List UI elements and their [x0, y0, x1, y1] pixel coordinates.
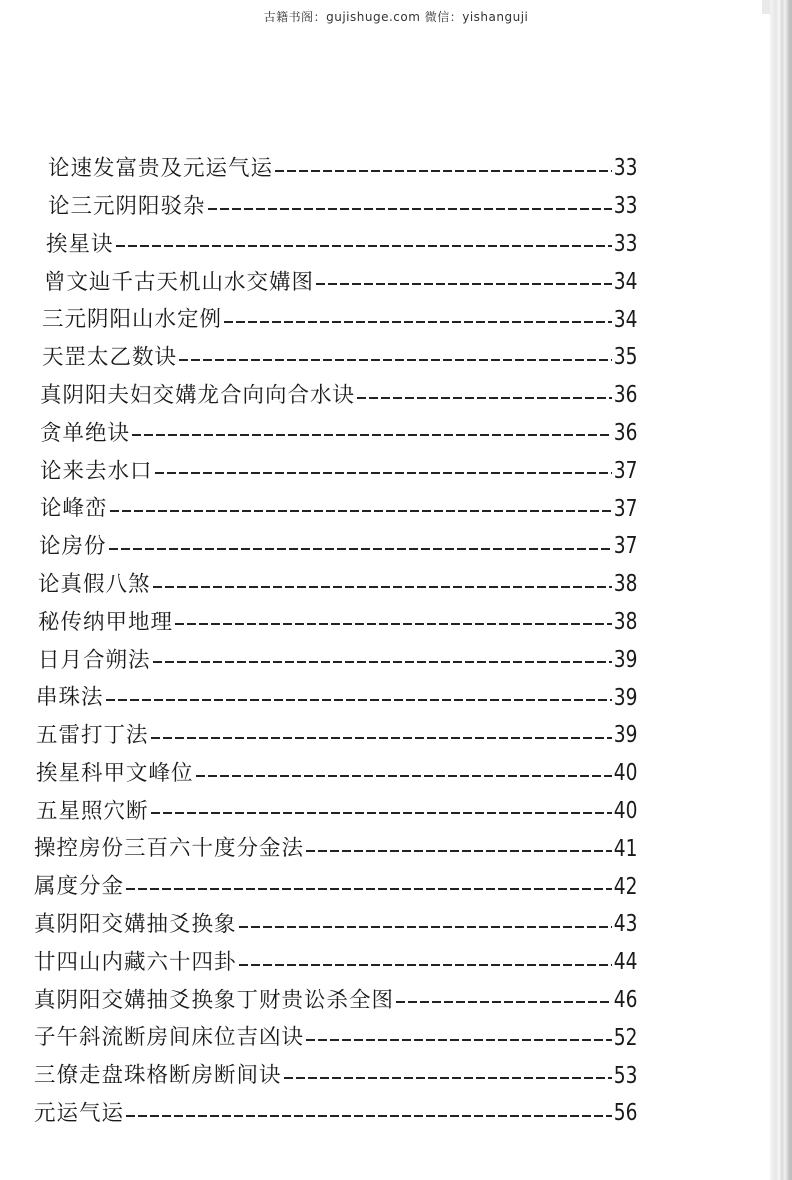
toc-leader-dashes [275, 170, 612, 172]
toc-entry [34, 1095, 650, 1133]
toc-entry [34, 415, 650, 453]
toc-entry [34, 641, 650, 679]
toc-entry-page-number: 52 [613, 1024, 638, 1051]
toc-entry [34, 793, 650, 831]
toc-entry [34, 1019, 650, 1057]
toc-entry-page-number: 37 [613, 495, 638, 522]
toc-leader-dashes [155, 472, 612, 474]
toc-entry [34, 490, 650, 528]
toc-entry [34, 226, 650, 264]
toc-entry [34, 830, 650, 868]
toc-entry-page-number: 36 [613, 419, 638, 446]
toc-leader-dashes [357, 397, 612, 399]
toc-entry-title: 论房份 [39, 534, 107, 560]
toc-entry [34, 944, 650, 982]
toc-entry [34, 452, 650, 490]
toc-entry-page-number: 34 [613, 268, 638, 295]
toc-entry [34, 339, 650, 377]
toc-entry-page-number: 33 [613, 155, 638, 182]
toc-leader-dashes [239, 964, 612, 966]
toc-entry [34, 717, 650, 755]
toc-entry-title: 子午斜流断房间床位吉凶诀 [34, 1025, 305, 1051]
toc-leader-dashes [306, 1039, 612, 1041]
toc-entry-title: 论峰峦 [40, 496, 108, 522]
toc-entry [34, 868, 650, 906]
toc-entry-page-number: 41 [613, 835, 638, 862]
toc-leader-dashes [153, 661, 612, 663]
toc-entry-page-number: 39 [613, 722, 638, 749]
toc-entry-page-number: 33 [613, 230, 638, 257]
page-edge-shadow [770, 0, 792, 1180]
toc-entry-page-number: 39 [613, 646, 638, 673]
toc-entry-title: 天罡太乙数诀 [42, 345, 178, 371]
toc-entry-title: 五星照穴断 [36, 798, 149, 824]
toc-leader-dashes [126, 1115, 612, 1117]
toc-leader-dashes [224, 321, 612, 323]
toc-entry-title: 真阴阳交媾抽爻换象 [34, 912, 237, 938]
toc-entry [34, 377, 650, 415]
toc-entry [34, 301, 650, 339]
toc-entry [34, 1057, 650, 1095]
toc-entry [34, 982, 650, 1020]
toc-entry-title: 三僚走盘珠格断房断间诀 [34, 1063, 282, 1089]
toc-leader-dashes [316, 283, 612, 285]
toc-entry-page-number: 33 [613, 193, 638, 220]
toc-entry-page-number: 42 [613, 873, 638, 900]
toc-leader-dashes [175, 623, 612, 625]
toc-entry-title: 论三元阴阳驳杂 [48, 193, 206, 219]
toc-entry-title: 廿四山内藏六十四卦 [34, 949, 237, 975]
toc-entry [34, 566, 650, 604]
toc-entry-title: 论真假八煞 [38, 571, 151, 597]
toc-entry [34, 906, 650, 944]
toc-leader-dashes [151, 812, 612, 814]
table-of-contents [34, 150, 650, 1133]
toc-entry-title: 五雷打丁法 [36, 723, 149, 749]
toc-entry-title: 秘传纳甲地理 [38, 609, 174, 635]
toc-entry-page-number: 53 [613, 1062, 638, 1089]
toc-entry-page-number: 39 [613, 684, 638, 711]
toc-entry [34, 188, 650, 226]
toc-entry [34, 263, 650, 301]
watermark-text: 古籍书阁：gujishuge.com 微信：yishanguji [263, 10, 529, 24]
toc-entry-page-number: 35 [613, 344, 638, 371]
toc-entry-title: 真阴阳夫妇交媾龙合向向合水诀 [40, 382, 356, 408]
toc-entry-page-number: 37 [613, 457, 638, 484]
toc-entry-title: 贪单绝诀 [40, 420, 131, 446]
toc-entry-page-number: 38 [613, 608, 638, 635]
toc-entry-title: 日月合朔法 [38, 647, 151, 673]
toc-entry-title: 真阴阳交媾抽爻换象丁财贵讼杀全图 [34, 987, 395, 1013]
toc-entry-title: 串珠法 [36, 685, 104, 711]
toc-entry-title: 论速发富贵及元运气运 [48, 156, 274, 182]
toc-entry [34, 679, 650, 717]
toc-entry [34, 604, 650, 642]
toc-leader-dashes [110, 510, 612, 512]
toc-leader-dashes [196, 775, 612, 777]
toc-entry-title: 三元阴阳山水定例 [42, 307, 223, 333]
toc-leader-dashes [208, 208, 612, 210]
toc-entry-page-number: 40 [613, 760, 638, 787]
toc-entry-title: 挨星科甲文峰位 [36, 760, 194, 786]
toc-entry [34, 150, 650, 188]
toc-entry-title: 操控房份三百六十度分金法 [34, 836, 305, 862]
toc-entry-title: 曾文辿千古天机山水交媾图 [44, 269, 315, 295]
toc-entry-title: 元运气运 [34, 1101, 125, 1127]
toc-leader-dashes [106, 699, 612, 701]
toc-leader-dashes [109, 548, 612, 550]
toc-entry-page-number: 38 [613, 571, 638, 598]
toc-entry-page-number: 37 [613, 533, 638, 560]
toc-leader-dashes [306, 850, 612, 852]
toc-leader-dashes [132, 434, 612, 436]
toc-entry-title: 挨星诀 [46, 231, 114, 257]
toc-entry-page-number: 56 [613, 1100, 638, 1127]
toc-entry-title: 论来去水口 [40, 458, 153, 484]
toc-leader-dashes [153, 586, 612, 588]
toc-entry-title: 属度分金 [34, 874, 125, 900]
toc-leader-dashes [284, 1077, 612, 1079]
toc-leader-dashes [239, 926, 612, 928]
toc-entry [34, 755, 650, 793]
toc-entry-page-number: 40 [613, 797, 638, 824]
toc-leader-dashes [151, 737, 612, 739]
toc-entry-page-number: 43 [613, 911, 638, 938]
toc-entry-page-number: 44 [613, 949, 638, 976]
toc-entry-page-number: 46 [613, 986, 638, 1013]
toc-leader-dashes [179, 359, 612, 361]
toc-leader-dashes [116, 245, 612, 247]
toc-entry-page-number: 36 [613, 382, 638, 409]
toc-leader-dashes [396, 1001, 612, 1003]
toc-entry-page-number: 34 [613, 306, 638, 333]
toc-entry [34, 528, 650, 566]
toc-leader-dashes [126, 888, 612, 890]
